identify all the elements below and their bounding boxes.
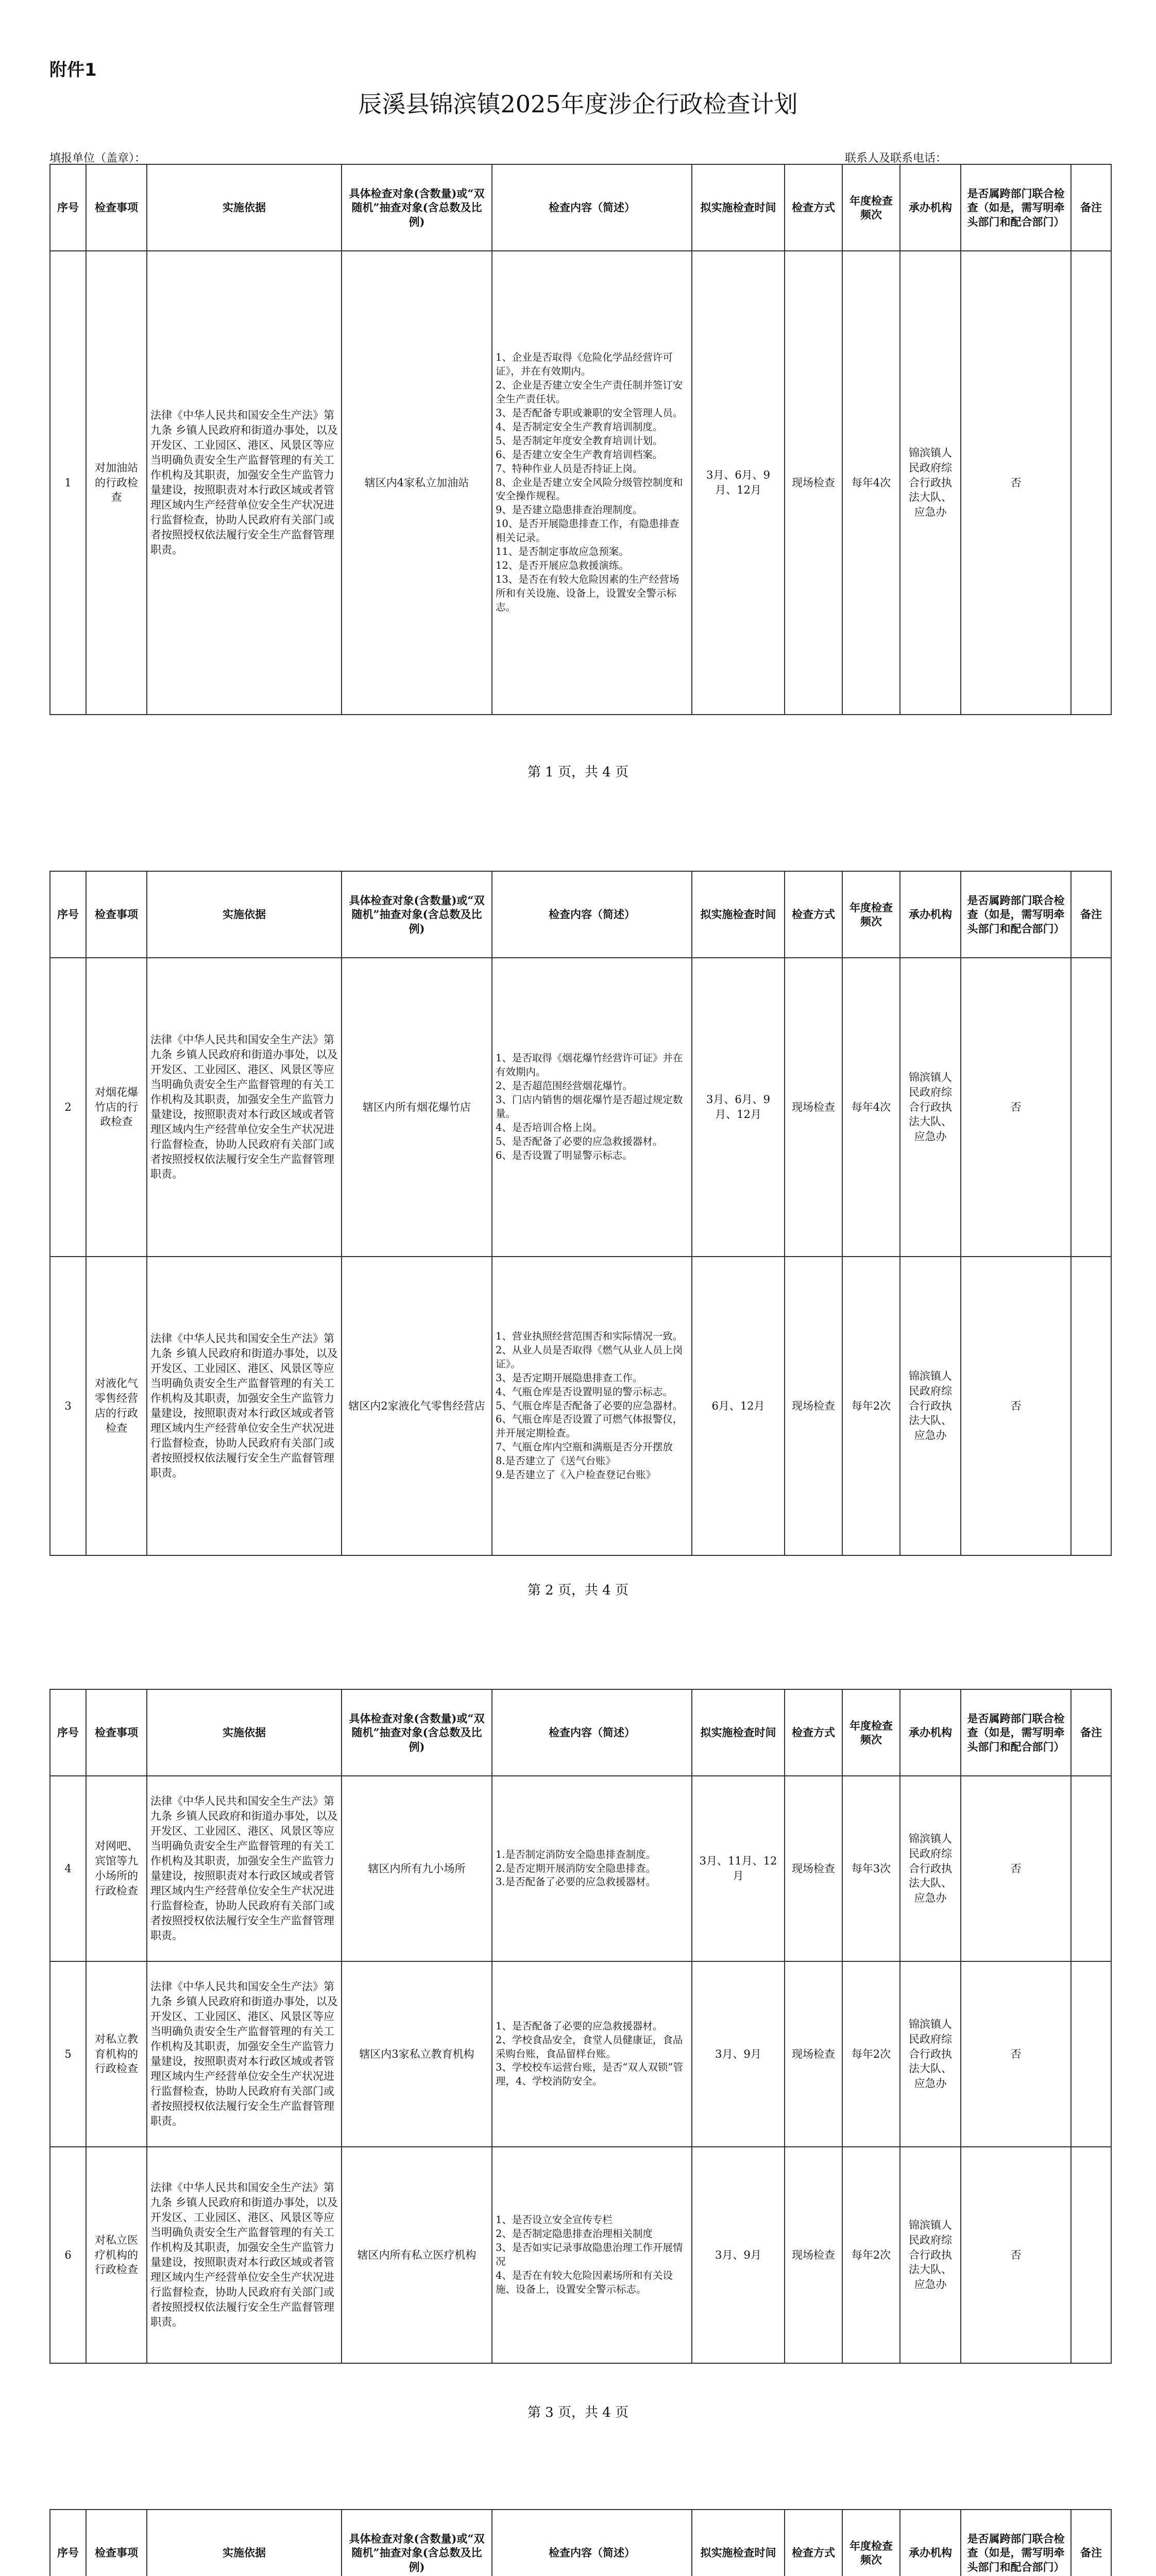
row-remark [1071, 251, 1111, 715]
row-basis: 法律《中华人民共和国安全生产法》第九条 乡镇人民政府和街道办事处，以及开发区、工业园区、港区、风景区等应当明确负责安全生产监督管理的有关工作机构及其职责，加强安全生产监管力量建设，按照职责对本行政区域或者管理区域内生产经营单位安全生产状况进行监督检查，协助人民政府有关部门或者按照授权依法履行安全生产监督管理职责。 [147, 1776, 342, 1961]
row-time: 3月、9月 [692, 1961, 785, 2147]
header-freq: 年度检查频次 [842, 871, 900, 958]
row-item: 对网吧、宾馆等九小场所的行政检查 [86, 1776, 147, 1961]
header-seq: 序号 [50, 164, 86, 251]
header-object: 具体检查对象(含数量)或“双随机”抽查对象(含总数及比例) [342, 871, 492, 958]
row-joint: 否 [961, 1776, 1071, 1961]
header-item: 检查事项 [86, 871, 147, 958]
row-freq: 每年4次 [842, 251, 900, 715]
header-item: 检查事项 [86, 164, 147, 251]
row-method: 现场检查 [785, 251, 842, 715]
content-line: 4、是否在有较大危险因素场所和有关设施、设备上，设置安全警示标志。 [496, 2269, 673, 2295]
content-line: 6、是否设置了明显警示标志。 [496, 1149, 633, 1161]
row-content [492, 1961, 692, 2147]
row-object: 辖区内所有烟花爆竹店 [342, 958, 492, 1257]
row-basis: 法律《中华人民共和国安全生产法》第九条 乡镇人民政府和街道办事处，以及开发区、工业园区、港区、风景区等应当明确负责安全生产监督管理的有关工作机构及其职责，加强安全生产监管力量建设，按照职责对本行政区域或者管理区域内生产经营单位安全生产状况进行监督检查，协助人民政府有关部门或者按照授权依法履行安全生产监督管理职责。 [147, 1257, 342, 1555]
header-content: 检查内容（简述） [492, 871, 692, 958]
content-line: 9.是否建立了《入户检查登记台账》 [496, 1469, 656, 1481]
header-freq: 年度检查频次 [842, 1689, 900, 1776]
header-content: 检查内容（简述） [492, 1689, 692, 1776]
row-object: 辖区内2家液化气零售经营店 [342, 1257, 492, 1555]
content-line: 5、气瓶仓库是否配备了必要的应急器材。 [496, 1399, 683, 1412]
header-time: 拟实施检查时间 [692, 871, 785, 958]
row-org: 锦滨镇人民政府综合行政执法大队、应急办 [900, 1257, 961, 1555]
header-time: 拟实施检查时间 [692, 2510, 785, 2576]
inspection-table-page-4 [49, 2509, 1112, 2576]
row-remark [1071, 958, 1111, 1257]
header-time: 拟实施检查时间 [692, 1689, 785, 1776]
header-method: 检查方式 [785, 871, 842, 958]
content-line: 2.是否定期开展消防安全隐患排查。 [496, 1862, 656, 1874]
header-method: 检查方式 [785, 164, 842, 251]
content-line: 1、营业执照经营范围否和实际情况一致。 [496, 1330, 683, 1343]
row-freq: 每年3次 [842, 1776, 900, 1961]
header-item: 检查事项 [86, 2510, 147, 2576]
content-line: 4、是否制定安全生产教育培训制度。 [496, 420, 663, 433]
row-item: 对加油站的行政检查 [86, 251, 147, 715]
table-row [50, 958, 1111, 1257]
header-remark: 备注 [1071, 2510, 1111, 2576]
content-line: 1.是否制定消防安全隐患排查制度。 [496, 1848, 656, 1860]
header-seq: 序号 [50, 871, 86, 958]
row-seq: 2 [50, 958, 86, 1257]
row-object: 辖区内4家私立加油站 [342, 251, 492, 715]
table-header-row [50, 871, 1111, 958]
header-joint: 是否属跨部门联合检查（如是，需写明牵头部门和配合部门） [961, 164, 1071, 251]
row-seq: 4 [50, 1776, 86, 1961]
content-line: 1、是否取得《烟花爆竹经营许可证》并在有效期内。 [496, 1052, 683, 1078]
header-item: 检查事项 [86, 1689, 147, 1776]
row-org: 锦滨镇人民政府综合行政执法大队、应急办 [900, 1961, 961, 2147]
inspection-table-page-1 [49, 164, 1112, 715]
header-object: 具体检查对象(含数量)或“双随机”抽查对象(含总数及比例) [342, 1689, 492, 1776]
inspection-table-page-3 [49, 1689, 1112, 2364]
row-method: 现场检查 [785, 1257, 842, 1555]
content-line: 3、门店内销售的烟花爆竹是否超过规定数量。 [496, 1094, 683, 1120]
header-joint: 是否属跨部门联合检查（如是，需写明牵头部门和配合部门） [961, 1689, 1071, 1776]
content-line: 3、是否配备专职或兼职的安全管理人员。 [496, 407, 683, 419]
row-org: 锦滨镇人民政府综合行政执法大队、应急办 [900, 251, 961, 715]
content-line: 4、气瓶仓库是否设置明显的警示标志。 [496, 1385, 673, 1398]
content-line: 3、是否定期开展隐患排查工作。 [496, 1371, 643, 1384]
row-time: 3月、6月、9月、12月 [692, 958, 785, 1257]
row-time: 3月、6月、9月、12月 [692, 251, 785, 715]
row-item: 对液化气零售经营店的行政检查 [86, 1257, 147, 1555]
row-method: 现场检查 [785, 1961, 842, 2147]
content-line: 2、学校食品安全，食堂人员健康证，食品采购台账，食品留样台账。 [496, 2033, 683, 2060]
content-line: 12、是否开展应急救援演练。 [496, 559, 629, 571]
content-line: 2、企业是否建立安全生产责任制并签订安全生产责任状。 [496, 379, 683, 405]
row-basis: 法律《中华人民共和国安全生产法》第九条 乡镇人民政府和街道办事处，以及开发区、工业园区、港区、风景区等应当明确负责安全生产监督管理的有关工作机构及其职责，加强安全生产监管力量建设，按照职责对本行政区域或者管理区域内生产经营单位安全生产状况进行监督检查，协助人民政府有关部门或者按照授权依法履行安全生产监督管理职责。 [147, 2147, 342, 2363]
row-joint: 否 [961, 1257, 1071, 1555]
content-line: 1、是否配备了必要的应急救援器材。 [496, 2020, 663, 2032]
content-line: 9、是否建立隐患排查治理制度。 [496, 504, 643, 516]
header-joint: 是否属跨部门联合检查（如是，需写明牵头部门和配合部门） [961, 2510, 1071, 2576]
row-content [492, 1776, 692, 1961]
content-line: 8、企业是否建立安全风险分级管控制度和安全操作规程。 [496, 476, 683, 502]
header-method: 检查方式 [785, 1689, 842, 1776]
row-seq: 5 [50, 1961, 86, 2147]
row-seq: 1 [50, 251, 86, 715]
row-method: 现场检查 [785, 2147, 842, 2363]
header-joint: 是否属跨部门联合检查（如是，需写明牵头部门和配合部门） [961, 871, 1071, 958]
header-freq: 年度检查频次 [842, 164, 900, 251]
page-title: 辰溪县锦滨镇2025年度涉企行政检查计划 [358, 90, 798, 118]
page-number: 第 1 页，共 4 页 [527, 765, 629, 780]
page-number: 第 2 页，共 4 页 [527, 1583, 629, 1598]
table-header-row [50, 164, 1111, 251]
header-basis: 实施依据 [147, 2510, 342, 2576]
row-joint: 否 [961, 251, 1071, 715]
row-org: 锦滨镇人民政府综合行政执法大队、应急办 [900, 2147, 961, 2363]
row-remark [1071, 2147, 1111, 2363]
header-org: 承办机构 [900, 1689, 961, 1776]
table-row [50, 1257, 1111, 1555]
header-method: 检查方式 [785, 2510, 842, 2576]
row-remark [1071, 1961, 1111, 2147]
fill-unit-label: 填报单位（盖章）： [49, 152, 146, 165]
row-time: 3月、11月、12月 [692, 1776, 785, 1961]
content-line: 4、是否培训合格上岗。 [496, 1121, 603, 1133]
row-joint: 否 [961, 2147, 1071, 2363]
content-line: 2、是否超范围经营烟花爆竹。 [496, 1080, 633, 1092]
row-org: 锦滨镇人民政府综合行政执法大队、应急办 [900, 1776, 961, 1961]
content-line: 6、气瓶仓库是否设置了可燃气体报警仪，并开展定期检查。 [496, 1413, 683, 1439]
content-line: 1、企业是否取得《危险化学品经营许可证》，并在有效期内。 [496, 351, 673, 378]
content-line: 3.是否配备了必要的应急救援器材。 [496, 1876, 656, 1888]
row-content [492, 1257, 692, 1555]
row-item: 对私立医疗机构的行政检查 [86, 2147, 147, 2363]
content-line: 6、是否建立安全生产教育培训档案。 [496, 448, 663, 461]
header-basis: 实施依据 [147, 1689, 342, 1776]
row-object: 辖区内所有九小场所 [342, 1776, 492, 1961]
row-content [492, 251, 692, 715]
row-item: 对私立教育机构的行政检查 [86, 1961, 147, 2147]
inspection-table-page-2 [49, 871, 1112, 1556]
content-line: 5、是否配备了必要的应急救援器材。 [496, 1135, 663, 1147]
content-line: 7、气瓶仓库内空瓶和满瓶是否分开摆放 [496, 1441, 673, 1453]
row-object: 辖区内所有私立医疗机构 [342, 2147, 492, 2363]
row-content [492, 958, 692, 1257]
row-freq: 每年2次 [842, 2147, 900, 2363]
content-line: 5、是否制定年度安全教育培训计划。 [496, 434, 663, 447]
table-row [50, 1961, 1111, 2147]
content-line: 11、是否制定事故应急预案。 [496, 546, 629, 558]
content-line: 2、是否制定隐患排查治理相关制度 [496, 2228, 653, 2240]
row-time: 3月、9月 [692, 2147, 785, 2363]
content-line: 2、从业人员是否取得《燃气从业人员上岗证》。 [496, 1344, 683, 1370]
attachment-label: 附件1 [49, 60, 97, 80]
contact-label: 联系人及联系电话： [845, 152, 947, 165]
header-content: 检查内容（简述） [492, 2510, 692, 2576]
row-remark [1071, 1776, 1111, 1961]
table-header-row [50, 2510, 1111, 2576]
header-remark: 备注 [1071, 164, 1111, 251]
row-object: 辖区内3家私立教育机构 [342, 1961, 492, 2147]
header-object: 具体检查对象(含数量)或“双随机”抽查对象(含总数及比例) [342, 164, 492, 251]
table-row [50, 251, 1111, 715]
row-freq: 每年4次 [842, 958, 900, 1257]
row-seq: 6 [50, 2147, 86, 2363]
content-line: 1、是否设立安全宣传专栏 [496, 2214, 613, 2226]
page-number: 第 3 页，共 4 页 [527, 2405, 629, 2420]
header-freq: 年度检查频次 [842, 2510, 900, 2576]
header-seq: 序号 [50, 1689, 86, 1776]
header-org: 承办机构 [900, 871, 961, 958]
content-line: 10、是否开展隐患排查工作，有隐患排查相关记录。 [496, 518, 679, 544]
row-freq: 每年2次 [842, 1961, 900, 2147]
content-line: 3、是否如实记录事故隐患治理工作开展情况 [496, 2242, 683, 2267]
row-joint: 否 [961, 958, 1071, 1257]
table-header-row [50, 1689, 1111, 1776]
header-org: 承办机构 [900, 2510, 961, 2576]
row-seq: 3 [50, 1257, 86, 1555]
row-remark [1071, 1257, 1111, 1555]
row-org: 锦滨镇人民政府综合行政执法大队、应急办 [900, 958, 961, 1257]
row-method: 现场检查 [785, 1776, 842, 1961]
row-content [492, 2147, 692, 2363]
header-remark: 备注 [1071, 871, 1111, 958]
row-time: 6月、12月 [692, 1257, 785, 1555]
header-remark: 备注 [1071, 1689, 1111, 1776]
row-joint: 否 [961, 1961, 1071, 2147]
row-basis: 法律《中华人民共和国安全生产法》第九条 乡镇人民政府和街道办事处，以及开发区、工业园区、港区、风景区等应当明确负责安全生产监督管理的有关工作机构及其职责，加强安全生产监管力量建设，按照职责对本行政区域或者管理区域内生产经营单位安全生产状况进行监督检查，协助人民政府有关部门或者按照授权依法履行安全生产监督管理职责。 [147, 1961, 342, 2147]
table-row [50, 2147, 1111, 2363]
header-time: 拟实施检查时间 [692, 164, 785, 251]
header-basis: 实施依据 [147, 164, 342, 251]
row-method: 现场检查 [785, 958, 842, 1257]
table-row [50, 1776, 1111, 1961]
header-seq: 序号 [50, 2510, 86, 2576]
header-org: 承办机构 [900, 164, 961, 251]
row-basis: 法律《中华人民共和国安全生产法》第九条 乡镇人民政府和街道办事处，以及开发区、工业园区、港区、风景区等应当明确负责安全生产监督管理的有关工作机构及其职责，加强安全生产监管力量建设，按照职责对本行政区域或者管理区域内生产经营单位安全生产状况进行监督检查，协助人民政府有关部门或者按照授权依法履行安全生产监督管理职责。 [147, 958, 342, 1257]
row-freq: 每年2次 [842, 1257, 900, 1555]
content-line: 8.是否建立了《送气台账》 [496, 1455, 616, 1467]
content-line: 7、特种作业人员是否持证上岗。 [496, 462, 643, 474]
row-item: 对烟花爆竹店的行政检查 [86, 958, 147, 1257]
header-object: 具体检查对象(含数量)或“双随机”抽查对象(含总数及比例) [342, 2510, 492, 2576]
content-line: 3、学校校车运营台账，是否“双人双锁”管理，4、学校消防安全。 [496, 2061, 683, 2088]
header-content: 检查内容（简述） [492, 164, 692, 251]
content-line: 13、是否在有较大危险因素的生产经营场所和有关设施、设备上，设置安全警示标志。 [496, 573, 679, 613]
header-basis: 实施依据 [147, 871, 342, 958]
row-basis: 法律《中华人民共和国安全生产法》第九条 乡镇人民政府和街道办事处，以及开发区、工业园区、港区、风景区等应当明确负责安全生产监督管理的有关工作机构及其职责，加强安全生产监管力量建设，按照职责对本行政区域或者管理区域内生产经营单位安全生产状况进行监督检查，协助人民政府有关部门或者按照授权依法履行安全生产监督管理职责。 [147, 251, 342, 715]
